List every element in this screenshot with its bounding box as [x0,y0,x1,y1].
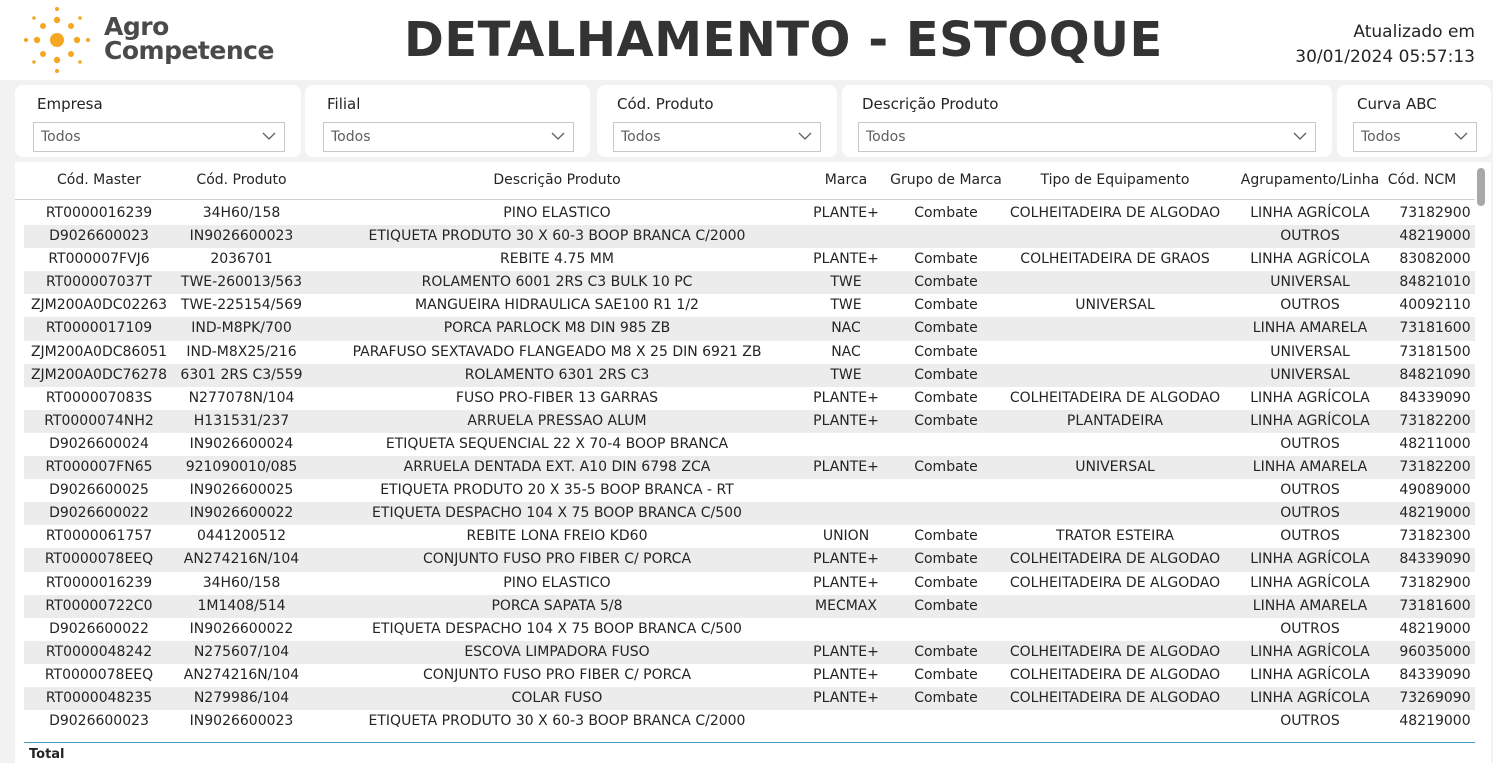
table-row[interactable] [24,548,1475,571]
cell-tipo-equipamento: COLHEITADEIRA DE ALGODAO [1009,689,1221,706]
cell-cod-produto: 34H60/158 [202,574,281,591]
cell-cod-ncm: 73181600 [1399,320,1471,337]
cell-cod-ncm: 84339090 [1399,666,1471,683]
cell-agrupamento-linha: LINHA AGRÍCOLA [1250,551,1370,568]
column-header-marca[interactable]: Marca [824,172,868,188]
table-row[interactable] [24,433,1475,456]
cell-descricao-produto: ETIQUETA PRODUTO 20 X 35-5 BOOP BRANCA - RT [380,482,734,499]
cell-cod-produto: 921090010/085 [185,459,298,476]
cell-descricao-produto: ETIQUETA DESPACHO 104 X 75 BOOP BRANCA C/500 [372,620,742,637]
cell-cod-ncm: 84339090 [1399,551,1471,568]
cell-descricao-produto: REBITE LONA FREIO KD60 [466,528,648,545]
cell-cod-produto: 34H60/158 [202,205,281,221]
cell-grupo-marca: Combate [914,528,978,545]
cell-marca: PLANTE+ [813,412,879,429]
logo-text-line1: Agro [104,12,169,41]
cell-cod-master: D9026600024 [49,435,149,452]
cell-grupo-marca: Combate [914,643,978,660]
cell-cod-master: RT0000016239 [45,205,153,221]
cell-grupo-marca: Combate [914,412,978,429]
chevron-down-icon [262,131,276,141]
table-row[interactable] [24,364,1475,387]
total-divider [24,742,1475,743]
filter-cod-produto [597,85,837,157]
cell-cod-master: RT00000722C0 [45,597,153,614]
column-header-cod-ncm[interactable]: Cód. NCM [1387,172,1457,188]
cell-cod-master: RT0000061757 [45,528,153,545]
cell-cod-ncm: 73182900 [1399,574,1471,591]
cell-cod-produto: IND-M8PK/700 [191,320,292,337]
cell-agrupamento-linha: OUTROS [1280,620,1340,637]
cell-grupo-marca: Combate [914,666,978,683]
filter-value: Todos [621,129,661,145]
table-row[interactable] [24,341,1475,364]
cell-grupo-marca: Combate [914,597,978,614]
cell-agrupamento-linha: LINHA AGRÍCOLA [1250,412,1370,429]
cell-descricao-produto: ROLAMENTO 6301 2RS C3 [464,366,650,383]
cell-descricao-produto: PARAFUSO SEXTAVADO FLANGEADO M8 X 25 DIN 6921 ZB [352,343,762,360]
cell-marca: PLANTE+ [813,205,879,221]
table-row[interactable] [24,479,1475,502]
cell-cod-master: RT0000078EEQ [44,666,154,683]
cell-grupo-marca: Combate [914,366,978,383]
cell-cod-produto: 2036701 [210,251,273,268]
cell-grupo-marca: Combate [914,389,978,406]
cell-cod-produto: 6301 2RS C3/559 [180,366,303,383]
table-row[interactable] [24,664,1475,687]
filter-value: Todos [331,129,371,145]
cell-agrupamento-linha: OUTROS [1280,505,1340,522]
cell-tipo-equipamento: COLHEITADEIRA DE ALGODAO [1009,574,1221,591]
table-row[interactable] [24,294,1475,317]
agro-competence-logo [22,6,282,74]
cell-tipo-equipamento: TRATOR ESTEIRA [1056,528,1174,545]
cell-tipo-equipamento: COLHEITADEIRA DE ALGODAO [1009,551,1221,568]
cell-cod-master: D9026600025 [49,482,149,499]
cell-marca: TWE [830,297,862,314]
cell-cod-ncm: 84821090 [1399,366,1471,383]
table-row[interactable] [24,710,1475,733]
cell-cod-produto: TWE-225154/569 [180,297,303,314]
table-row[interactable] [24,225,1475,248]
cell-cod-ncm: 73181500 [1399,343,1471,360]
column-header-tipo-equipamento[interactable]: Tipo de Equipamento [1040,172,1190,188]
cell-cod-produto: IN9026600023 [189,713,294,730]
cell-marca: PLANTE+ [813,643,879,660]
cell-grupo-marca: Combate [914,274,978,291]
filter-curva-abc [1337,85,1491,157]
cell-grupo-marca: Combate [914,320,978,337]
updated-label: Atualizado em [1353,22,1475,42]
cell-agrupamento-linha: UNIVERSAL [1270,274,1350,291]
cell-agrupamento-linha: LINHA AMARELA [1252,459,1368,476]
report-header [0,0,1493,80]
cell-marca: PLANTE+ [813,389,879,406]
cell-tipo-equipamento: COLHEITADEIRA DE ALGODAO [1009,205,1221,221]
cell-agrupamento-linha: OUTROS [1280,482,1340,499]
cell-cod-ncm: 73181600 [1399,597,1471,614]
filter-dropdown-filial[interactable] [323,122,574,152]
column-header-grupo-marca[interactable]: Grupo de Marca [890,172,1002,188]
cell-cod-master: D9026600023 [49,713,149,730]
table-row[interactable] [24,618,1475,641]
cell-marca: TWE [830,366,862,383]
cell-agrupamento-linha: OUTROS [1280,528,1340,545]
logo-text-line2: Competence [104,36,274,65]
cell-cod-master: D9026600022 [49,620,149,637]
column-header-descricao-produto[interactable]: Descrição Produto [493,172,621,188]
filter-label: Descrição Produto [862,95,999,113]
cell-cod-produto: IN9026600025 [189,482,294,499]
cell-tipo-equipamento: COLHEITADEIRA DE ALGODAO [1009,666,1221,683]
table-row[interactable] [24,595,1475,618]
cell-descricao-produto: ETIQUETA SEQUENCIAL 22 X 70-4 BOOP BRANCA [385,435,729,452]
filter-label: Cód. Produto [617,95,714,113]
cell-cod-produto: IN9026600024 [189,435,294,452]
cell-descricao-produto: CONJUNTO FUSO PRO FIBER C/ PORCA [422,666,692,683]
cell-agrupamento-linha: LINHA AGRÍCOLA [1250,251,1370,268]
cell-cod-master: ZJM200A0DC02263 [30,297,168,314]
cell-grupo-marca: Combate [914,343,978,360]
cell-marca: NAC [831,320,861,337]
cell-descricao-produto: ARRUELA DENTADA EXT. A10 DIN 6798 ZCA [403,459,711,476]
cell-cod-ncm: 40092110 [1399,297,1471,314]
cell-descricao-produto: PORCA PARLOCK M8 DIN 985 ZB [443,320,671,337]
cell-agrupamento-linha: LINHA AGRÍCOLA [1250,666,1370,683]
cell-agrupamento-linha: LINHA AGRÍCOLA [1250,389,1370,406]
cell-cod-master: RT000007037T [46,274,152,291]
cell-cod-master: RT000007FVJ6 [48,251,150,268]
table-row[interactable] [24,502,1475,525]
cell-marca: NAC [831,343,861,360]
cell-tipo-equipamento: COLHEITADEIRA DE GRAOS [1020,251,1210,268]
cell-agrupamento-linha: OUTROS [1280,713,1340,730]
cell-descricao-produto: ROLAMENTO 6001 2RS C3 BULK 10 PC [421,274,693,291]
cell-cod-produto: N277078N/104 [188,389,295,406]
cell-cod-ncm: 96035000 [1399,643,1471,660]
page-title: DETALHAMENTO - ESTOQUE [404,12,1163,68]
cell-cod-ncm: 73182200 [1399,412,1471,429]
table-row[interactable] [24,641,1475,664]
cell-cod-produto: N279986/104 [193,689,290,706]
cell-descricao-produto: PORCA SAPATA 5/8 [491,597,623,614]
updated-value: 30/01/2024 05:57:13 [1295,47,1475,67]
filter-label: Filial [327,95,361,113]
filter-value: Todos [41,129,81,145]
cell-cod-master: RT000007083S [45,389,153,406]
table-row[interactable] [24,687,1475,710]
total-row-label: Total [29,747,65,762]
cell-marca: PLANTE+ [813,551,879,568]
cell-marca: PLANTE+ [813,459,879,476]
filter-dropdown-empresa[interactable] [33,122,285,152]
cell-cod-ncm: 48211000 [1399,435,1471,452]
filter-descricao-produto [842,85,1332,157]
stock-detail-table [15,162,1491,763]
cell-descricao-produto: ETIQUETA PRODUTO 30 X 60-3 BOOP BRANCA C/2000 [368,713,746,730]
cell-tipo-equipamento: PLANTADEIRA [1066,412,1164,429]
cell-agrupamento-linha: UNIVERSAL [1270,366,1350,383]
cell-cod-master: ZJM200A0DC86051 [30,343,168,360]
filter-label: Curva ABC [1357,95,1437,113]
cell-cod-ncm: 84821010 [1399,274,1471,291]
filter-empresa [15,85,301,157]
filter-dropdown-cod-produto[interactable] [613,122,821,152]
cell-cod-ncm: 49089000 [1399,482,1471,499]
scrollbar-thumb[interactable] [1477,168,1485,206]
cell-agrupamento-linha: LINHA AMARELA [1252,320,1368,337]
cell-cod-produto: IN9026600022 [189,620,294,637]
cell-marca: MECMAX [815,597,877,614]
cell-tipo-equipamento: UNIVERSAL [1075,459,1155,476]
table-header [15,162,1475,200]
cell-descricao-produto: CONJUNTO FUSO PRO FIBER C/ PORCA [422,551,692,568]
cell-agrupamento-linha: LINHA AGRÍCOLA [1250,643,1370,660]
cell-cod-master: RT0000074NH2 [44,412,154,429]
cell-cod-master: RT0000017109 [45,320,153,337]
cell-cod-ncm: 84339090 [1399,389,1471,406]
cell-agrupamento-linha: LINHA AMARELA [1252,597,1368,614]
cell-marca: TWE [830,274,862,291]
cell-cod-ncm: 48219000 [1399,228,1471,245]
cell-cod-ncm: 73182200 [1399,459,1471,476]
cell-cod-master: RT0000016239 [45,574,153,591]
table-row[interactable] [24,410,1475,433]
column-header-cod-produto[interactable]: Cód. Produto [196,172,287,188]
cell-tipo-equipamento: UNIVERSAL [1075,297,1155,314]
cell-cod-master: ZJM200A0DC76278 [30,366,168,383]
chevron-down-icon [551,131,565,141]
cell-cod-master: RT0000048242 [45,643,153,660]
filter-dropdown-descricao-produto[interactable] [858,122,1316,152]
table-row[interactable] [24,317,1475,340]
cell-marca: PLANTE+ [813,689,879,706]
table-row[interactable] [24,387,1475,410]
cell-agrupamento-linha: LINHA AGRÍCOLA [1250,205,1370,221]
cell-descricao-produto: ETIQUETA PRODUTO 30 X 60-3 BOOP BRANCA C/2000 [368,228,746,245]
cell-descricao-produto: COLAR FUSO [511,689,603,706]
cell-cod-produto: AN274216N/104 [183,666,300,683]
cell-cod-produto: 1M1408/514 [197,597,286,614]
cell-cod-produto: IN9026600023 [189,228,294,245]
cell-grupo-marca: Combate [914,689,978,706]
cell-cod-produto: H131531/237 [193,412,290,429]
cell-descricao-produto: REBITE 4.75 MM [500,251,614,268]
filter-label: Empresa [37,95,103,113]
cell-descricao-produto: PINO ELASTICO [503,574,611,591]
filter-filial [305,85,590,157]
chevron-down-icon [1293,131,1307,141]
table-row[interactable] [24,248,1475,271]
table-row[interactable] [24,202,1475,225]
cell-marca: UNION [822,528,870,545]
cell-grupo-marca: Combate [914,205,978,221]
cell-cod-master: RT0000078EEQ [44,551,154,568]
cell-descricao-produto: ARRUELA PRESSAO ALUM [467,412,647,429]
cell-cod-master: RT000007FN65 [45,459,153,476]
cell-grupo-marca: Combate [914,459,978,476]
cell-marca: PLANTE+ [813,666,879,683]
cell-cod-ncm: 48219000 [1399,713,1471,730]
sun-dots-icon [22,6,92,74]
table-body [24,202,1475,743]
column-header-agrupamento-linha[interactable]: Agrupamento/Linha [1240,172,1380,188]
table-row[interactable] [24,525,1475,548]
cell-agrupamento-linha: OUTROS [1280,435,1340,452]
cell-cod-produto: AN274216N/104 [183,551,300,568]
cell-descricao-produto: ETIQUETA DESPACHO 104 X 75 BOOP BRANCA C/500 [372,505,742,522]
filter-dropdown-curva-abc[interactable] [1353,122,1477,152]
cell-cod-produto: 0441200512 [196,528,287,545]
cell-cod-master: RT0000048235 [45,689,153,706]
cell-agrupamento-linha: LINHA AGRÍCOLA [1250,689,1370,706]
table-row[interactable] [24,456,1475,479]
cell-cod-produto: N275607/104 [193,643,290,660]
cell-cod-ncm: 73182900 [1399,205,1471,221]
vertical-scrollbar[interactable] [1477,168,1485,742]
cell-descricao-produto: FUSO PRO-FIBER 13 GARRAS [455,389,659,406]
cell-agrupamento-linha: OUTROS [1280,297,1340,314]
filter-value: Todos [1361,129,1401,145]
cell-cod-ncm: 73182300 [1399,528,1471,545]
cell-cod-ncm: 73269090 [1399,689,1471,706]
cell-marca: PLANTE+ [813,574,879,591]
cell-tipo-equipamento: COLHEITADEIRA DE ALGODAO [1009,643,1221,660]
cell-grupo-marca: Combate [914,574,978,591]
cell-agrupamento-linha: OUTROS [1280,228,1340,245]
last-updated [1295,20,1475,70]
table-row[interactable] [24,271,1475,294]
cell-cod-produto: IN9026600022 [189,505,294,522]
cell-cod-ncm: 83082000 [1399,251,1471,268]
filter-value: Todos [866,129,906,145]
cell-cod-produto: TWE-260013/563 [180,274,303,291]
cell-cod-ncm: 48219000 [1399,505,1471,522]
cell-agrupamento-linha: UNIVERSAL [1270,343,1350,360]
cell-cod-ncm: 48219000 [1399,620,1471,637]
cell-grupo-marca: Combate [914,551,978,568]
cell-descricao-produto: PINO ELASTICO [503,205,611,221]
cell-grupo-marca: Combate [914,297,978,314]
cell-descricao-produto: MANGUEIRA HIDRAULICA SAE100 R1 1/2 [415,297,699,314]
cell-cod-master: D9026600022 [49,505,149,522]
table-row[interactable] [24,572,1475,595]
cell-agrupamento-linha: LINHA AGRÍCOLA [1250,574,1370,591]
cell-marca: PLANTE+ [813,251,879,268]
cell-tipo-equipamento: COLHEITADEIRA DE ALGODAO [1009,389,1221,406]
cell-cod-master: D9026600023 [49,228,149,245]
chevron-down-icon [1454,131,1468,141]
cell-descricao-produto: ESCOVA LIMPADORA FUSO [464,643,650,660]
column-header-cod-master[interactable]: Cód. Master [57,172,141,188]
cell-cod-produto: IND-M8X25/216 [186,343,297,360]
chevron-down-icon [798,131,812,141]
cell-grupo-marca: Combate [914,251,978,268]
